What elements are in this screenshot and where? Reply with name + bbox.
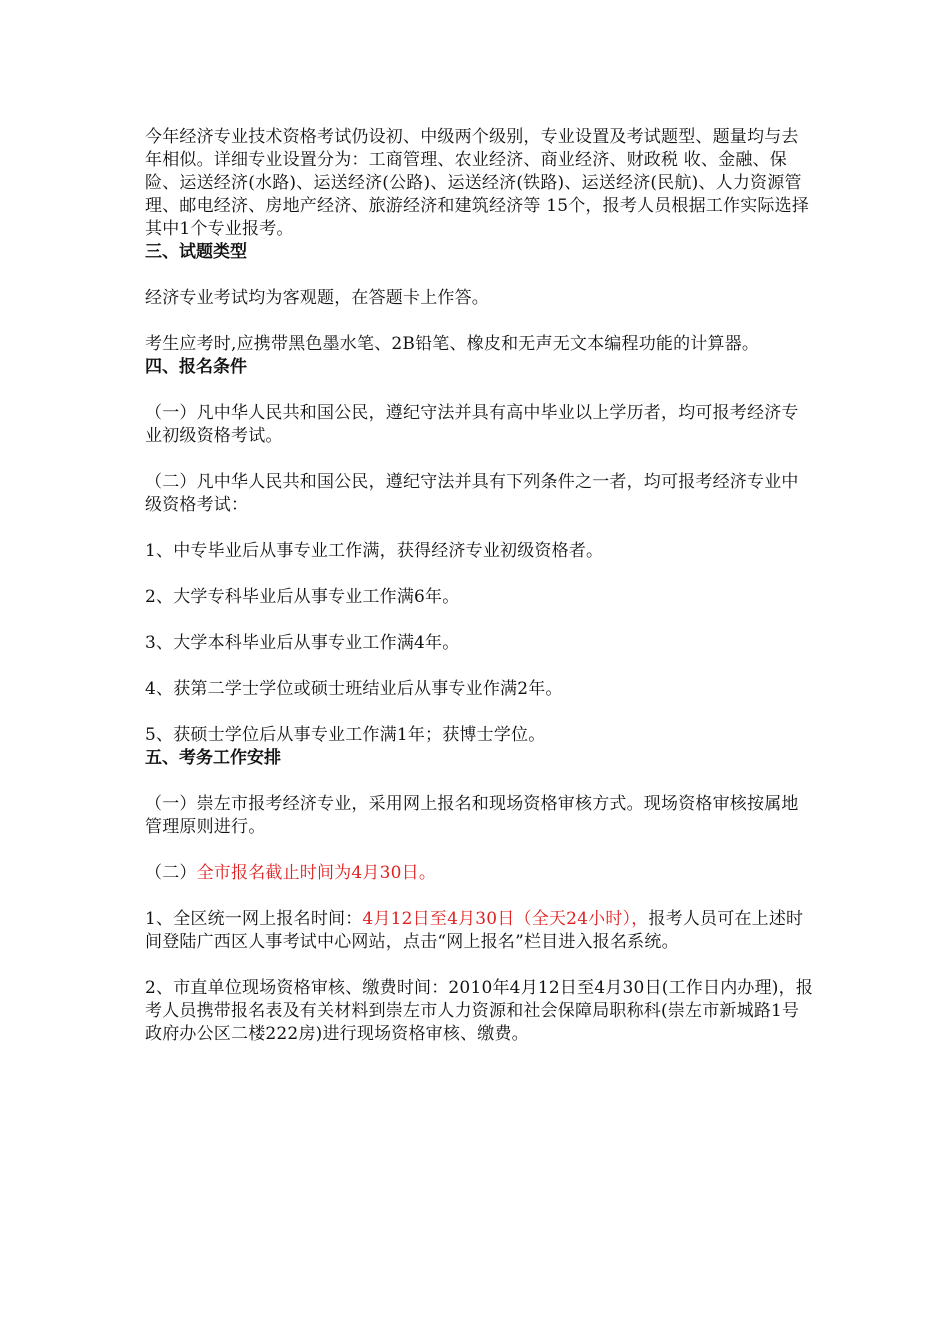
- list-item: 3、大学本科毕业后从事专业工作满4年。: [145, 633, 460, 653]
- paragraph-registration-method: （一）崇左市报考经济专业，采用网上报名和现场资格审核方式。现场资格审核按属地管理原则进行。: [145, 794, 799, 837]
- deadline-highlight: 全市报名截止时间为4月30日。: [196, 863, 437, 883]
- section-heading-question-types: 三、试题类型: [145, 242, 247, 262]
- online-registration-suffix: 报考人员可在上述时间登陆广西区人事考试中心网站，点击“网上报名”栏目进入报名系统。: [145, 909, 804, 952]
- section-heading-exam-arrangements: 五、考务工作安排: [145, 748, 281, 768]
- paragraph-intermediate-eligibility: （二）凡中华人民共和国公民，遵纪守法并具有下列条件之一者，均可报考经济专业中级资格考试：: [145, 472, 799, 515]
- deadline-prefix: （二）: [145, 863, 197, 883]
- paragraph-junior-eligibility: （一）凡中华人民共和国公民，遵纪守法并具有高中毕业以上学历者，均可报考经济专业初级资格考试。: [145, 403, 799, 446]
- online-registration-dates: 4月12日至4月30日（全天24小时），: [362, 909, 649, 929]
- paragraph-registration-deadline: [145, 862, 815, 885]
- list-item: 4、获第二学士学位或硕士班结业后从事专业作满2年。: [145, 679, 563, 699]
- paragraph-onsite-review: 2、市直单位现场资格审核、缴费时间：2010年4月12日至4月30日(工作日内办理)，报考人员携带报名表及有关材料到崇左市人力资源和社会保障局职称科(崇左市新城路1号政府办公区二楼222房)进行现场资格审核、缴费。: [145, 978, 814, 1044]
- intro-paragraph: 今年经济专业技术资格考试仍设初、中级两个级别，专业设置及考试题型、题量均与去年相似。详细专业设置分为：工商管理、农业经济、商业经济、财政税 收、金融、保险、运送经济(水路)、运送经济(公路)、运送经济(铁路)、运送经济(民航)、人力资源管理、邮电经济、房地产经济、旅游经济和建筑经济等 15个，报考人员根据工作实际选择其中1个专业报考。: [145, 127, 810, 239]
- list-item: 1、中专毕业后从事专业工作满，获得经济专业初级资格者。: [145, 541, 604, 561]
- document-body: [145, 126, 815, 1046]
- list-item: 5、获硕士学位后从事专业工作满1年；获博士学位。: [145, 725, 546, 745]
- section-heading-eligibility: 四、报名条件: [145, 357, 247, 377]
- online-registration-prefix: 1、全区统一网上报名时间：: [145, 909, 363, 929]
- paragraph-online-registration: [145, 908, 815, 954]
- paragraph-exam-supplies: 考生应考时,应携带黑色墨水笔、2B铅笔、橡皮和无声无文本编程功能的计算器。: [145, 334, 760, 354]
- list-item: 2、大学专科毕业后从事专业工作满6年。: [145, 587, 460, 607]
- paragraph-objective-questions: 经济专业考试均为客观题，在答题卡上作答。: [145, 288, 489, 308]
